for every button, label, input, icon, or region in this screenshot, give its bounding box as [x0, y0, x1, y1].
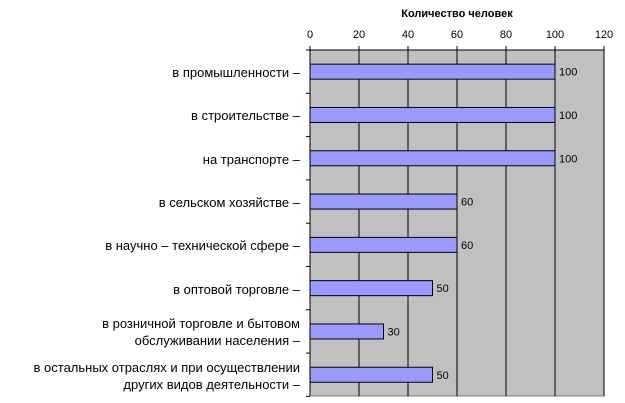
- bar-value-label: 50: [436, 369, 449, 382]
- category-label: в розничной торговле и бытовом обслуживании населения –: [102, 316, 300, 349]
- x-tick-label: 80: [499, 29, 513, 41]
- x-tick-label: 40: [401, 29, 415, 41]
- bar: [310, 281, 433, 296]
- bar: [310, 194, 457, 209]
- bar-value-label: 60: [461, 239, 474, 252]
- x-tick-label: 20: [352, 29, 366, 41]
- x-tick-label: 100: [545, 29, 565, 41]
- x-tick-label: 60: [450, 29, 464, 41]
- bar: [310, 151, 555, 166]
- category-label: в остальных отраслях и при осуществлении других видов деятельности –: [33, 359, 300, 392]
- bar-value-label: 100: [559, 153, 578, 166]
- bar-value-label: 100: [559, 66, 578, 79]
- category-label: в научно – технической сфере –: [105, 238, 300, 254]
- bar-value-label: 100: [559, 109, 578, 122]
- x-tick-label: 120: [594, 29, 614, 41]
- x-axis-ticks: [307, 29, 613, 50]
- x-axis-title: Количество человек: [401, 8, 513, 20]
- bar-value-label: 60: [461, 196, 474, 209]
- category-label: в сельском хозяйстве –: [158, 195, 300, 211]
- x-tick-label: 0: [306, 29, 314, 41]
- bar: [310, 367, 433, 382]
- bar: [310, 237, 457, 252]
- category-label: в строительстве –: [191, 108, 300, 124]
- bar: [310, 64, 555, 79]
- bar-value-label: 30: [387, 326, 400, 339]
- category-label: в промышленности –: [172, 65, 300, 81]
- bar: [310, 107, 555, 122]
- category-label: на транспорте –: [202, 151, 300, 167]
- category-label: в оптовой торговле –: [173, 281, 300, 297]
- bar: [310, 324, 384, 339]
- bar-value-label: 50: [436, 283, 449, 296]
- plot-area: [306, 50, 604, 396]
